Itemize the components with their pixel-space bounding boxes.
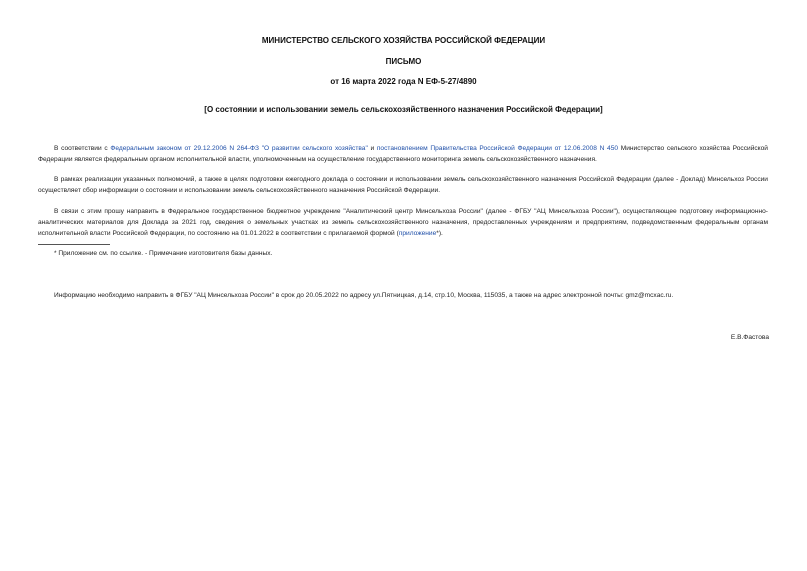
federal-law-link[interactable]: Федеральным законом от 29.12.2006 N 264-ФЗ "О развитии сельского хозяйства" <box>110 145 368 152</box>
paragraph-report-purpose: В рамках реализации указанных полномочий, а также в целях подготовки ежегодного доклада о состоянии и использовании земель сельскохозяйственного назначения Российской Федерации (далее - Доклад) Минсельхоз России осуществляет сбор информации о состоянии и использовании земель сельскохозяйственного назначения Российской Федерации. <box>38 176 768 194</box>
document-date-number: от 16 марта 2022 года N ЕФ-5-27/4890 <box>330 77 477 86</box>
paragraph3-text-1: В связи с этим прошу направить в Федеральное государственное бюджетное учреждение "Аналитический центр Минсельхоза России" (далее - ФГБУ "АЦ Минсельхоза России"), осуществляющее подготовку информационно-аналитических материалов для Доклада за 2021 год, сведения о земельных участках из земель сельскохозяйственного назначения, предоставленных учреждениям и предприятиям, подведомственным федеральным органам исполнительной власти Российской Федерации, по состоянию на 01.01.2022 в соответствии с прилагаемой формой ( <box>38 208 768 237</box>
paragraph-legal-basis <box>38 143 768 165</box>
appendix-link[interactable]: приложение <box>398 230 437 237</box>
document-subject: [О состоянии и использовании земель сельскохозяйственного назначения Российской Федерации] <box>204 105 603 114</box>
submission-info: Информацию необходимо направить в ФГБУ "АЦ Минсельхоза России" в срок до 20.05.2022 по адресу ул.Пятницкая, д.14, стр.10, Москва, 115035, а также на адрес электронной почты: gmz@mcxac.ru. <box>54 292 674 299</box>
footnote-divider <box>38 244 110 245</box>
paragraph-request <box>38 206 768 239</box>
paragraph1-text-2: и <box>367 145 377 152</box>
paragraph1-text-3: Министерство сельского хозяйства Российской Федерации является федеральным органом исполнительной власти, уполномоченным на осуществление государственного мониторинга земель сельскохозяйственного назначения. <box>38 145 768 163</box>
footnote: * Приложение см. по ссылке. - Примечание изготовителя базы данных. <box>54 250 273 257</box>
paragraph3-text-2: *). <box>436 230 443 237</box>
government-decree-link[interactable]: постановлением Правительства Российской Федерации от 12.06.2008 N 450 <box>376 145 619 152</box>
paragraph1-text-1: В соответствии с <box>54 145 111 152</box>
ministry-title: МИНИСТЕРСТВО СЕЛЬСКОГО ХОЗЯЙСТВА РОССИЙСКОЙ ФЕДЕРАЦИИ <box>261 36 546 45</box>
signature: Е.В.Фастова <box>730 334 769 341</box>
document-type: ПИСЬМО <box>385 57 422 66</box>
